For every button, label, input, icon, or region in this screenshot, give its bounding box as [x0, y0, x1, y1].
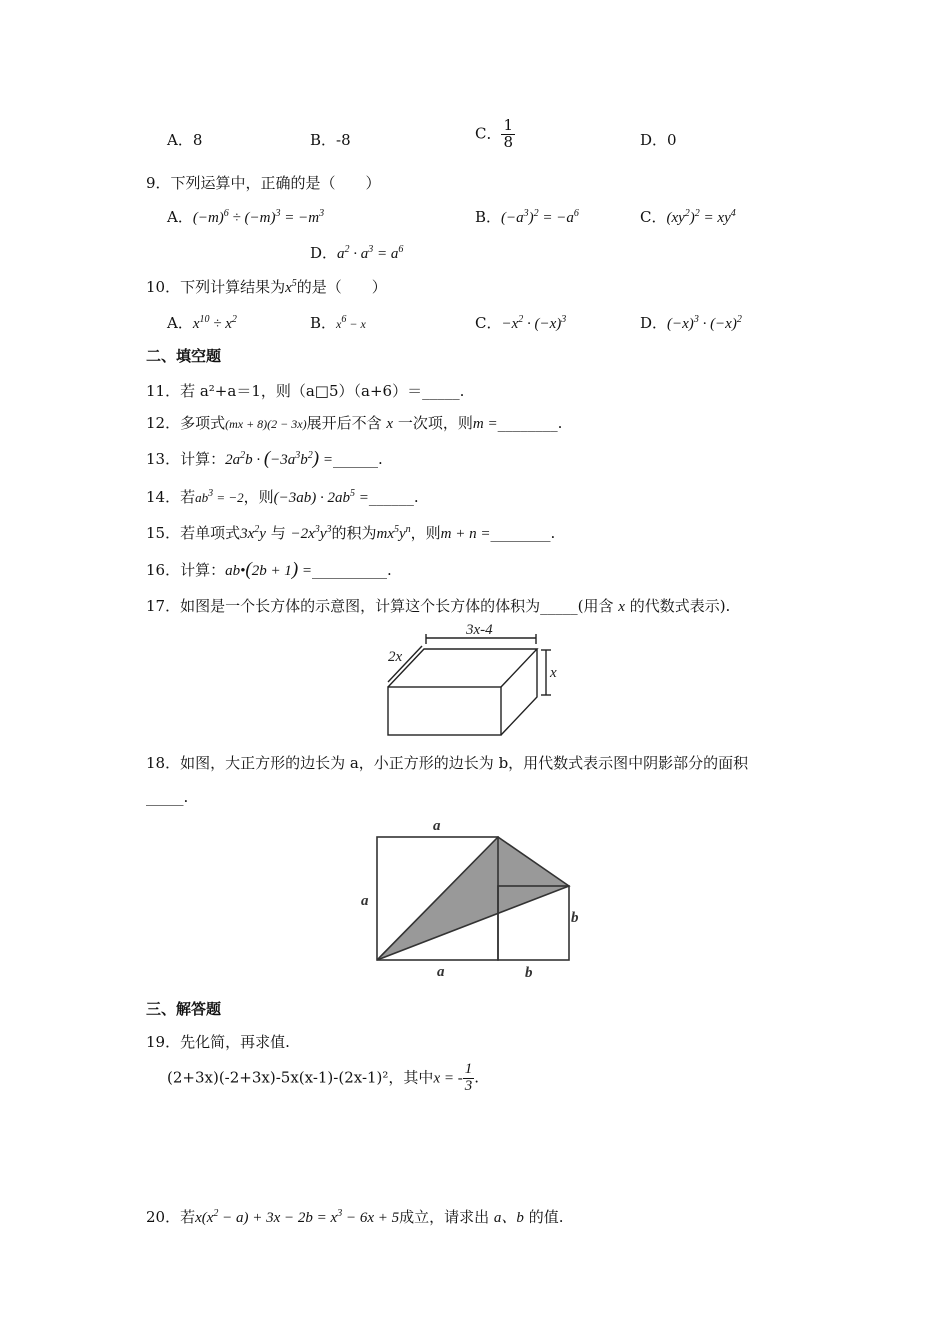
q18-line1: 18．如图，大正方形的边长为 a，小正方形的边长为 b，用代数式表示图中阴影部分的面积 [146, 754, 749, 772]
q19-frac-num: 1 [464, 1061, 473, 1077]
q15-product: $mx^5y^n$ [376, 524, 411, 542]
label-top-a: a [433, 818, 441, 834]
section-fill-blank-heading: 二、填空题 [146, 347, 222, 365]
q14 [146, 486, 419, 507]
q13-expr: $2a^2b \cdot (-3a^3b^2)$ = [225, 448, 333, 469]
label-bottom-a: a [437, 964, 445, 980]
q19-stem: 19．先化简，再求值. [146, 1033, 290, 1051]
q9-option-a [167, 206, 324, 227]
q9-c-expr: $(xy^2)^2 = xy^4$ [666, 208, 736, 226]
q20-pre: 20．若 [146, 1208, 196, 1226]
q9-c-label: C． [640, 208, 667, 226]
q8-option-c [475, 118, 515, 151]
q19-fraction [463, 1062, 475, 1095]
q8-c-num: 1 [503, 116, 514, 134]
q8-option-b: B．-8 [310, 131, 351, 149]
q18-line2: _____. [146, 788, 189, 806]
q20-post: 成立，请求出 [399, 1208, 490, 1226]
q8-option-a: A．8 [167, 131, 203, 149]
q9-option-d [310, 242, 403, 263]
q10-stem [146, 276, 387, 297]
q17-var: x [618, 599, 625, 615]
q15-sum: m + n = [440, 526, 491, 542]
q12-mid: 展开后不含 [306, 414, 382, 432]
label-bottom-b: b [525, 965, 533, 981]
q20-equation: $x(x^2 - a) + 3x - 2b = x^3 - 6x + 5$ [195, 1208, 400, 1226]
q10-option-c [475, 312, 566, 333]
q14-cond: $ab^3 = -2$ [195, 488, 244, 505]
label-length: 3x-4 [466, 622, 493, 638]
section-answer-heading: 三、解答题 [146, 1000, 222, 1018]
cuboid-front-face [388, 687, 501, 735]
q16 [146, 559, 392, 581]
q19-end: . [474, 1068, 479, 1087]
q8-option-c-label: C． [475, 124, 502, 143]
q19-frac-den: 3 [464, 1077, 473, 1094]
label-height: x [550, 665, 557, 681]
q13 [146, 448, 383, 470]
shaded-triangle [377, 837, 569, 960]
q12-m: m = [472, 416, 498, 432]
q17-cuboid-figure [380, 620, 570, 738]
q15-post: ，则 [410, 524, 441, 542]
q10-d-expr: $(-x)^3 \cdot (-x)^2$ [667, 314, 742, 332]
q10-target: $x^5$ [285, 278, 297, 296]
q19-value-pre: x = - [433, 1070, 463, 1087]
q10-option-a [167, 312, 237, 333]
q10-d-label: D． [640, 314, 668, 332]
q9-a-expr: $(-m)^6 \div (-m)^3 = -m^3$ [192, 208, 325, 226]
q12 [146, 412, 562, 433]
q15-pre: 15．若单项式 [146, 524, 241, 542]
q13-blank: ______. [333, 450, 383, 468]
q9-option-c [640, 206, 736, 227]
q9-stem: 9．下列运算中，正确的是（ ） [146, 174, 381, 192]
q10-stem-pre: 10．下列计算结果为 [146, 278, 286, 296]
q10-b-expr: $x^6 - x$ [336, 314, 366, 331]
q15-mono2: $-2x^3y^3$ [290, 524, 332, 542]
q13-pre: 13．计算： [146, 450, 226, 468]
q14-pre: 14．若 [146, 488, 196, 506]
q14-blank: ______. [368, 488, 419, 506]
q10-option-b [310, 312, 366, 333]
q19-expression [167, 1062, 479, 1095]
q10-c-expr: $-x^2 \cdot (-x)^3$ [501, 314, 567, 332]
q15 [146, 522, 555, 543]
q10-b-label: B． [310, 314, 337, 332]
q14-mid: ，则 [243, 488, 274, 506]
cuboid-top-face [388, 649, 537, 687]
q12-expr: (mx + 8)(2 − 3x) [225, 417, 307, 431]
q16-pre: 16．计算： [146, 561, 226, 579]
label-left-a: a [361, 893, 369, 909]
q10-c-label: C． [475, 314, 502, 332]
q12-pre: 12．多项式 [146, 414, 226, 432]
q17 [146, 595, 730, 616]
q10-a-label: A． [167, 314, 193, 332]
q12-var: x [386, 416, 394, 432]
q10-option-d [640, 312, 742, 333]
q19-expr: (2+3x)(-2+3x)-5x(x-1)-(2x-1)²，其中 [167, 1068, 434, 1087]
q15-mid: 的积为 [331, 524, 377, 542]
q8-c-fraction [501, 118, 515, 151]
q20-end: 的值. [528, 1208, 564, 1226]
label-width: 2x [388, 649, 403, 665]
q17-post: 的代数式表示). [629, 597, 731, 615]
q9-d-expr: $a^2 \cdot a^3 = a^6$ [337, 244, 404, 262]
label-right-b: b [571, 910, 579, 926]
q18-squares-figure [355, 812, 595, 984]
q12-blank: ________. [497, 414, 563, 432]
q20 [146, 1206, 564, 1227]
q16-expr: ab•(2b + 1) = [225, 559, 313, 580]
q15-mono1: $3x^2y$ [240, 524, 266, 542]
q9-option-b [475, 206, 579, 227]
q10-stem-post: 的是（ ） [296, 278, 387, 296]
q12-post: 一次项，则 [397, 414, 473, 432]
q9-b-expr: $(-a^3)^2 = -a^6$ [501, 208, 579, 226]
q20-vars: a、b [493, 1210, 524, 1226]
q14-expr: $(-3ab) \cdot 2ab^5$ = [273, 488, 369, 506]
q11: 11．若 a²+a＝1，则（a□5）（a+6）＝_____. [146, 382, 465, 400]
q16-blank: __________. [312, 561, 392, 579]
cuboid-side-face [501, 649, 537, 735]
q15-and: 与 [270, 524, 286, 542]
q10-a-expr: $x^{10} \div x^2$ [192, 314, 237, 332]
q15-blank: ________. [490, 524, 556, 542]
q9-a-label: A． [167, 208, 193, 226]
q9-d-label: D． [310, 244, 338, 262]
q9-b-label: B． [475, 208, 502, 226]
q17-pre: 17．如图是一个长方体的示意图，计算这个长方体的体积为_____(用含 [146, 597, 614, 615]
q8-c-den: 8 [503, 132, 514, 151]
q8-option-d: D．0 [640, 131, 677, 149]
